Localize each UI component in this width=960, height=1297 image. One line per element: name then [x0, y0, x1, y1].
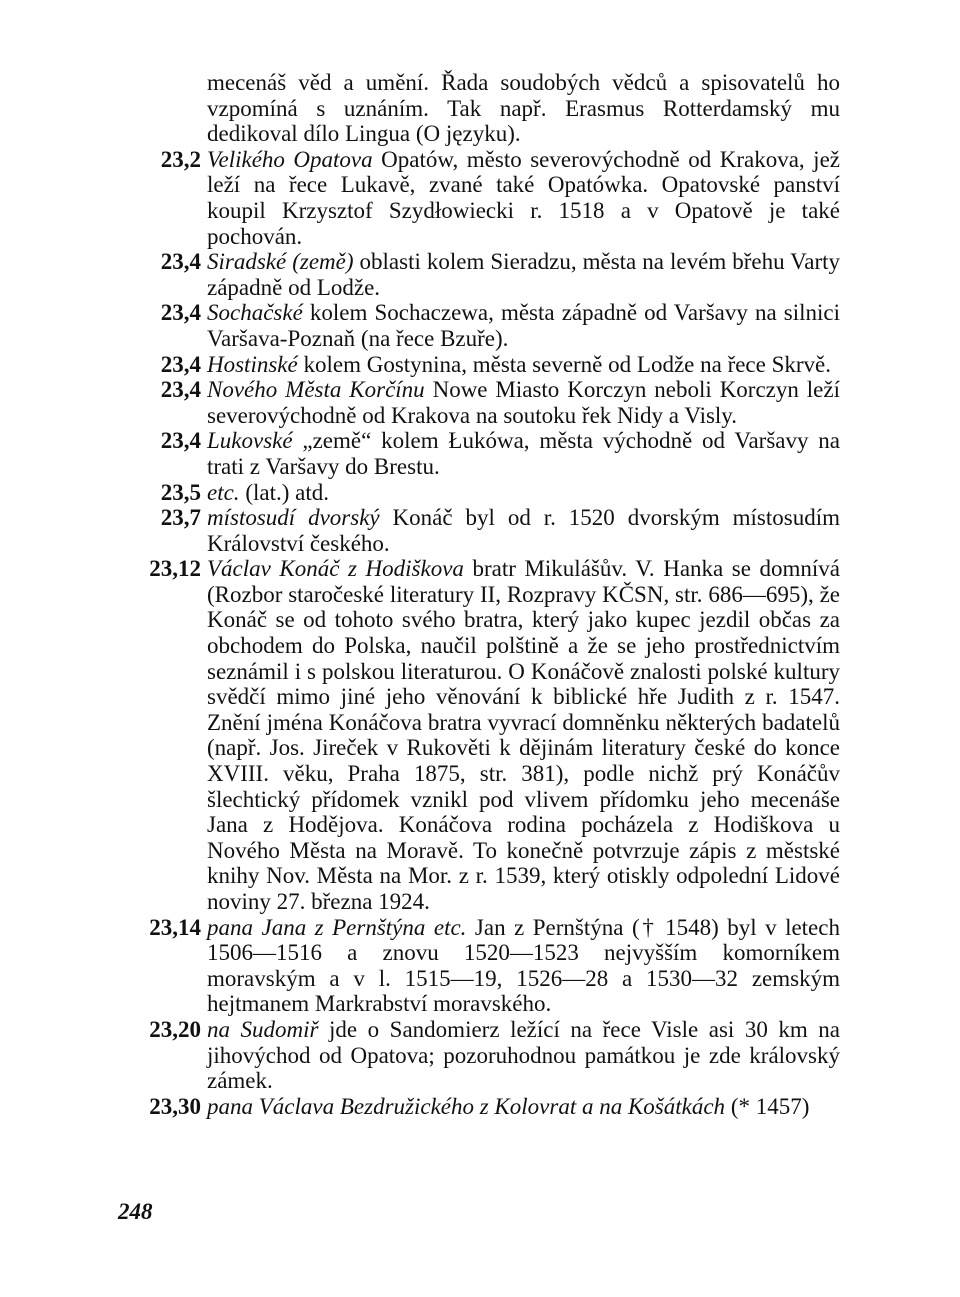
note-text: (* 1457) [725, 1093, 810, 1119]
note-lemma: Hostinské [207, 351, 298, 377]
note-reference: 23,14 [149, 914, 201, 940]
note-reference: 23,4 [160, 351, 201, 377]
note-lemma: místosudí dvorský [207, 505, 380, 531]
note-text: bratr Mikulášův. V. Hanka se domnívá (Rozbor staročeské literatury II, Rozpravy KČSN, str. 686—695), že Konáč se od tohoto svého bratra, který jako kupec jezdil občas za obchodem do Polska, naučil polštině a že se jeho prostřednictvím seznámil i s polskou literaturou. O Konáčově znalosti polské kultury svědčí mimo jiné jeho věnování k biblické hře Judith z r. 1547. Znění jména Konáčova bratra vyvrací domněnku některých badatelů (např. Jos. Jireček v Rukověti k dějinám literatury české do konce XVIII. věku, Praha 1875, str. 381), podle nichž prý Konáčův šlechtický přídomek vznikl pod vlivem přídomku jeho mecenáše Jana z Hodějova. Konáčova rodina pocházela z Hodiškova u Nového Města na Moravě. To konečně potvrzuje zápis z městské knihy Nov. Města na Mor. z r. 1539, který otiskly odpolední Lidové noviny 27. března 1924. [207, 556, 841, 914]
note-lemma: pana Václava Bezdružického z Kolovrat a na Košátkách [207, 1093, 726, 1119]
note-reference: 23,4 [160, 428, 201, 454]
continued-paragraph: mecenáš věd a umění. Řada soudobých vědců a spisovatelů ho vzpomíná s uznáním. Tak např. Erasmus Rotterdamský mu dedikoval dílo Lingua (O języku). [207, 70, 840, 147]
page-number: 248 [118, 1199, 153, 1224]
note-reference: 23,4 [160, 377, 201, 403]
note-entry [160, 146, 840, 249]
note-lemma: Václav Konáč z Hodiškova [207, 556, 464, 582]
note-text: Jan z Pernštýna († 1548) byl v letech 1506—1516 a znovu 1520—1523 nejvyšším komorníkem moravským a v l. 1515—19, 1526—28 a 1530—32 zemským hejtmanem Markrabství moravského. [207, 914, 840, 1017]
page-body [0, 70, 960, 1119]
note-text: Opatów, město severovýchodně od Krakova, jež leží na řece Lukavě, zvané také Opatówka. Opatovské panství koupil Krzysztof Szydłowiecki r. 1518 a v Opatově je také pochován. [207, 146, 840, 249]
note-entry [160, 377, 840, 428]
note-text: oblasti kolem Sieradzu, města na levém břehu Varty západně od Lodže. [207, 249, 841, 300]
note-lemma: Nového Města Korčínu [207, 377, 425, 403]
note-text: (lat.) atd. [239, 479, 329, 505]
note-reference: 23,5 [160, 479, 201, 505]
note-lemma: na Sudomiř [207, 1016, 319, 1042]
note-lemma: Velikého Opatova [207, 146, 373, 172]
note-entry [149, 556, 841, 914]
note-entry [160, 351, 840, 378]
note-entry [149, 1093, 840, 1120]
note-entry [160, 249, 841, 300]
note-entry [160, 300, 840, 351]
note-reference: 23,30 [149, 1093, 201, 1119]
note-text: kolem Sochaczewa, města západně od Varšavy na silnici Varšava-Poznaň (na řece Bzuře). [207, 300, 840, 351]
note-reference: 23,4 [160, 300, 201, 326]
note-reference: 23,20 [149, 1016, 201, 1042]
note-lemma: Sochačské [207, 300, 303, 326]
note-text: Nowe Miasto Korczyn neboli Korczyn leží severovýchodně od Krakova na soutoku řek Nidy a Visly. [207, 377, 840, 428]
note-text: Konáč byl od r. 1520 dvorským místosudím Království českého. [207, 505, 840, 556]
note-entry [160, 505, 840, 556]
note-lemma: etc. [207, 479, 240, 505]
note-reference: 23,4 [160, 249, 201, 275]
note-entry [149, 1016, 840, 1094]
note-entry [160, 428, 840, 479]
note-reference: 23,2 [160, 146, 201, 172]
note-reference: 23,12 [149, 556, 201, 582]
note-text: „země“ kolem Łukówa, města východně od Varšavy na trati z Varšavy do Brestu. [207, 428, 840, 479]
note-entry [149, 914, 840, 1017]
note-text: kolem Gostynina, města severně od Lodže na řece Skrvě. [297, 351, 832, 377]
note-text: jde o Sandomierz ležící na řece Visle asi 30 km na jihovýchod od Opatova; pozoruhodnou památkou je zde královský zámek. [207, 1016, 840, 1094]
note-reference: 23,7 [160, 505, 201, 531]
note-lemma: pana Jana z Pernštýna etc. [207, 914, 467, 940]
note-lemma: Siradské (země) [207, 249, 354, 275]
note-entry [160, 479, 840, 506]
note-lemma: Lukovské [207, 428, 293, 454]
